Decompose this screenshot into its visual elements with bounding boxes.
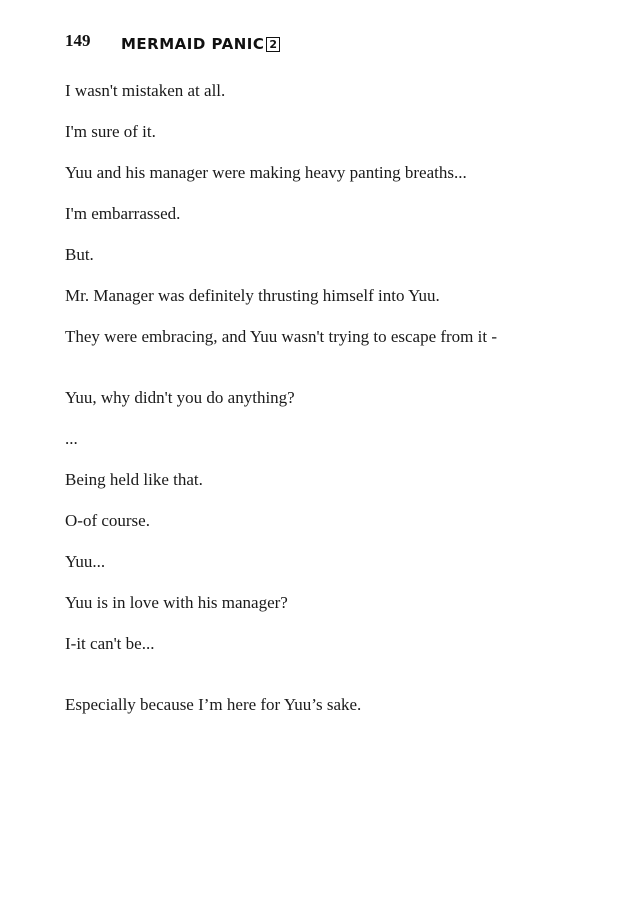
body-text [65, 81, 625, 736]
text-line: Yuu, why didn't you do anything? [65, 388, 295, 407]
volume-number-badge: 2 [266, 37, 280, 52]
text-line: Yuu and his manager were making heavy panting breaths... [65, 163, 467, 182]
text-line: But. [65, 245, 94, 264]
text-line: I'm sure of it. [65, 122, 156, 141]
running-header [121, 35, 280, 53]
text-line: They were embracing, and Yuu wasn't trying to escape from it - [65, 327, 498, 346]
text-line: I-it can't be... [65, 634, 155, 653]
text-line: Yuu is in love with his manager? [65, 593, 288, 612]
text-line: ... [65, 429, 78, 448]
text-line: I'm embarrassed. [65, 204, 181, 223]
text-line: Mr. Manager was definitely thrusting himself into Yuu. [65, 286, 440, 305]
text-line: Especially because I’m here for Yuu’s sake. [65, 695, 362, 714]
text-line: Yuu... [65, 552, 106, 571]
text-line: I wasn't mistaken at all. [65, 81, 226, 100]
book-title: MERMAID PANIC [121, 35, 265, 53]
text-line: O-of course. [65, 511, 150, 530]
page-number: 149 [65, 31, 91, 50]
text-line: Being held like that. [65, 470, 203, 489]
